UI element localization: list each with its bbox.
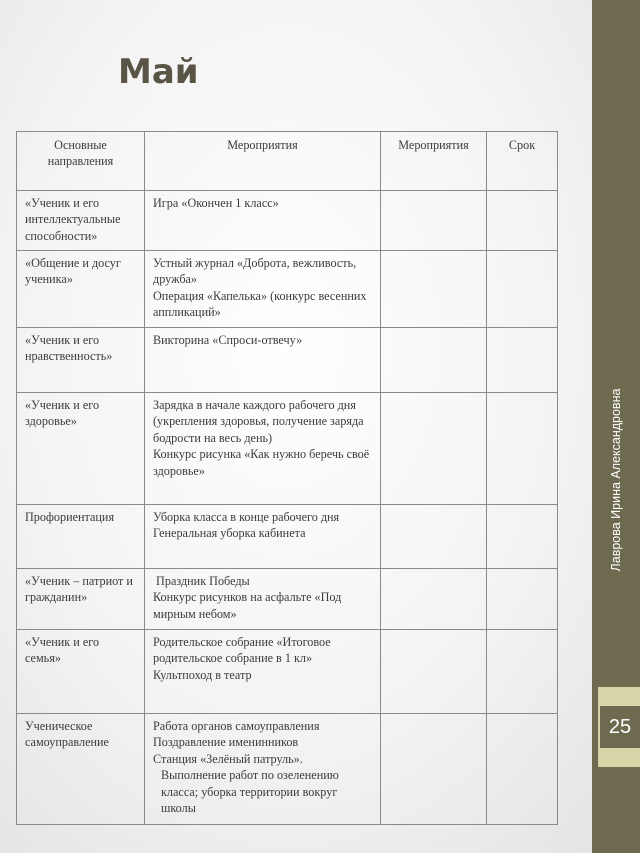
- header-deadline: Срок: [487, 132, 558, 191]
- empty-cell: [381, 630, 487, 714]
- header-events-2: Мероприятия: [381, 132, 487, 191]
- table-row: [17, 251, 558, 328]
- plan-table: [16, 131, 558, 825]
- deadline-cell: [487, 328, 558, 393]
- events-cell: Викторина «Спроси-отвечу»: [153, 333, 303, 347]
- direction-cell: «Ученик и его здоровье»: [25, 398, 100, 429]
- empty-cell: [381, 393, 487, 505]
- empty-cell: [381, 505, 487, 569]
- events-cell: Игра «Окончен 1 класс»: [153, 196, 279, 210]
- table-row: [17, 505, 558, 569]
- events-cell: Уборка класса в конце рабочего дня Генеральная уборка кабинета: [153, 510, 340, 541]
- direction-cell: Профориентация: [25, 510, 115, 524]
- deadline-cell: [487, 393, 558, 505]
- table-row: [17, 714, 558, 825]
- events-cell: Праздник Победы Конкурс рисунков на асфальте «Под мирным небом»: [153, 574, 342, 621]
- table-header-row: [17, 132, 558, 191]
- author-name: Лаврова Ирина Александровна: [609, 388, 623, 572]
- direction-cell: «Ученик и его семья»: [25, 635, 100, 666]
- deadline-cell: [487, 714, 558, 825]
- table-row: [17, 328, 558, 393]
- header-directions: Основные направления: [17, 132, 145, 191]
- empty-cell: [381, 714, 487, 825]
- slide-title: Май: [118, 52, 199, 92]
- empty-cell: [381, 328, 487, 393]
- events-cell: Зарядка в начале каждого рабочего дня (укрепления здоровья, получение заряда бодрости на весь день) Конкурс рисунка «Как нужно беречь своё здоровье»: [153, 398, 370, 478]
- direction-cell: «Ученик и его нравственность»: [25, 333, 113, 364]
- table-row: [17, 393, 558, 505]
- events-cell: Родительское собрание «Итоговое родительское собрание в 1 кл» Культпоход в театр: [153, 635, 331, 682]
- table-row: [17, 630, 558, 714]
- deadline-cell: [487, 505, 558, 569]
- empty-cell: [381, 191, 487, 251]
- deadline-cell: [487, 191, 558, 251]
- direction-cell: «Ученик и его интеллектуальные способности»: [25, 196, 121, 243]
- page-number: 25: [600, 706, 640, 748]
- deadline-cell: [487, 569, 558, 630]
- deadline-cell: [487, 630, 558, 714]
- empty-cell: [381, 251, 487, 328]
- empty-cell: [381, 569, 487, 630]
- events-cell: Работа органов самоуправления Поздравление именинников Станция «Зелёный патруль». Выполнение работ по озеленению класса; уборка территории вокруг школы: [153, 719, 339, 816]
- events-cell: Устный журнал «Доброта, вежливость, дружба» Операция «Капелька» (конкурс весенних аппликаций»: [153, 256, 367, 320]
- direction-cell: «Ученик – патриот и гражданин»: [25, 574, 133, 605]
- direction-cell: Ученическое самоуправление: [25, 719, 109, 750]
- header-events: Мероприятия: [145, 132, 381, 191]
- direction-cell: «Общение и досуг ученика»: [25, 256, 121, 287]
- table-row: [17, 569, 558, 630]
- deadline-cell: [487, 251, 558, 328]
- table-row: [17, 191, 558, 251]
